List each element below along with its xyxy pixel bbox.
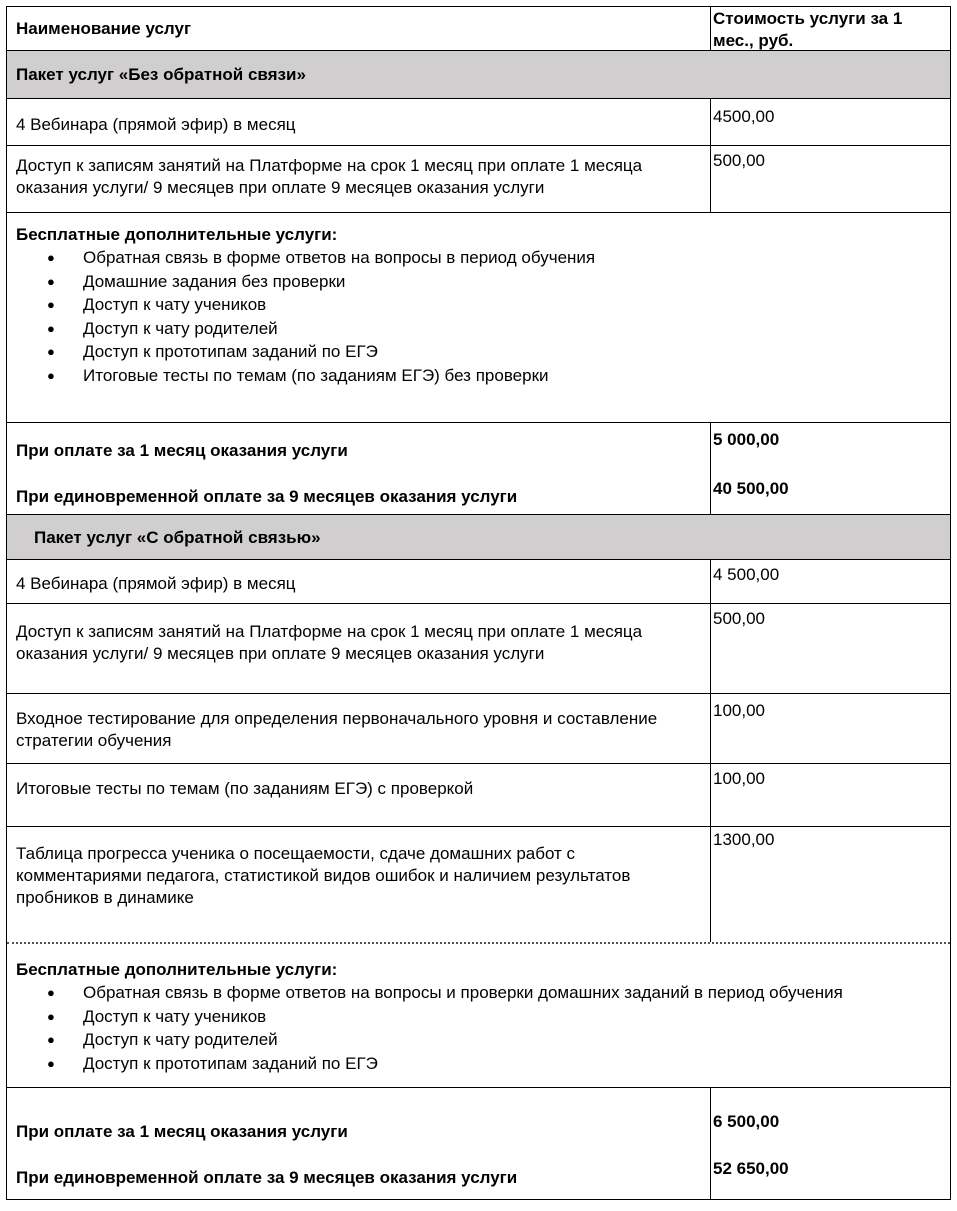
table-row — [7, 604, 950, 694]
header-price-column: Стоимость услуги за 1 мес., руб. — [713, 9, 903, 50]
service-price: 100,00 — [713, 769, 765, 788]
table-header-row — [7, 7, 950, 51]
service-price: 100,00 — [713, 701, 765, 720]
free-services-list — [7, 246, 942, 387]
list-item: ● Доступ к чату родителей — [7, 317, 942, 341]
service-price: 4500,00 — [713, 107, 775, 126]
free-services-title: Бесплатные дополнительные услуги: — [16, 225, 338, 244]
list-item: ● Доступ к чату родителей — [7, 1028, 942, 1052]
table-row — [7, 146, 950, 213]
service-name: Таблица прогресса ученика о посещаемости, сдаче домашних работ с комментариями педагога, статистикой видов ошибок и наличием результатов пробников в динамике — [16, 844, 631, 907]
service-name: 4 Вебинара (прямой эфир) в месяц — [16, 115, 296, 134]
list-item: ● Итоговые тесты по темам (по заданиям ЕГЭ) без проверки — [7, 364, 942, 388]
service-price: 1300,00 — [713, 830, 775, 849]
package-header — [7, 51, 950, 99]
table-row — [7, 560, 950, 604]
service-name: Входное тестирование для определения первоначального уровня и составление стратегии обучения — [16, 709, 658, 750]
list-item: ● Обратная связь в форме ответов на вопросы в период обучения — [7, 246, 942, 270]
service-price: 500,00 — [713, 151, 765, 170]
total-price-nine-months: 52 650,00 — [713, 1159, 789, 1178]
service-name: Итоговые тесты по темам (по заданиям ЕГЭ) с проверкой — [16, 779, 474, 798]
free-services-title: Бесплатные дополнительные услуги: — [16, 960, 338, 979]
total-label-monthly: При оплате за 1 месяц оказания услуги — [16, 1122, 348, 1141]
list-item: ● Домашние задания без проверки — [7, 270, 942, 294]
table-row — [7, 694, 950, 764]
total-price-monthly: 6 500,00 — [713, 1112, 780, 1131]
total-label-monthly: При оплате за 1 месяц оказания услуги — [16, 441, 348, 460]
list-item: ● Доступ к прототипам заданий по ЕГЭ — [7, 1052, 942, 1076]
package-title: Пакет услуг «С обратной связью» — [34, 528, 321, 547]
totals-row — [7, 1088, 950, 1200]
service-price: 4 500,00 — [713, 565, 780, 584]
list-item: ● Доступ к чату учеников — [7, 1005, 942, 1029]
service-price: 500,00 — [713, 609, 765, 628]
table-row — [7, 827, 950, 944]
total-price-nine-months: 40 500,00 — [713, 479, 789, 498]
list-item: ● Доступ к прототипам заданий по ЕГЭ — [7, 340, 942, 364]
pricing-table — [6, 6, 951, 1200]
total-label-nine-months: При единовременной оплате за 9 месяцев оказания услуги — [16, 487, 518, 506]
header-name-column: Наименование услуг — [16, 19, 192, 38]
free-services-row — [7, 944, 950, 1088]
free-services-row — [7, 213, 950, 423]
totals-row — [7, 423, 950, 515]
total-label-nine-months: При единовременной оплате за 9 месяцев оказания услуги — [16, 1168, 518, 1187]
list-item: ● Доступ к чату учеников — [7, 293, 942, 317]
table-row — [7, 99, 950, 146]
package-header — [7, 515, 950, 560]
free-services-list — [7, 981, 942, 1075]
table-row — [7, 764, 950, 827]
total-price-monthly: 5 000,00 — [713, 430, 780, 449]
package-title: Пакет услуг «Без обратной связи» — [16, 65, 306, 84]
service-name: Доступ к записям занятий на Платформе на срок 1 месяц при оплате 1 месяца оказания услуги/ 9 месяцев при оплате 9 месяцев оказания услуги — [16, 622, 643, 663]
service-name: Доступ к записям занятий на Платформе на срок 1 месяц при оплате 1 месяца оказания услуги/ 9 месяцев при оплате 9 месяцев оказания услуги — [16, 156, 643, 197]
list-item: ● Обратная связь в форме ответов на вопросы и проверки домашних заданий в период обучения — [7, 981, 942, 1005]
service-name: 4 Вебинара (прямой эфир) в месяц — [16, 574, 296, 593]
